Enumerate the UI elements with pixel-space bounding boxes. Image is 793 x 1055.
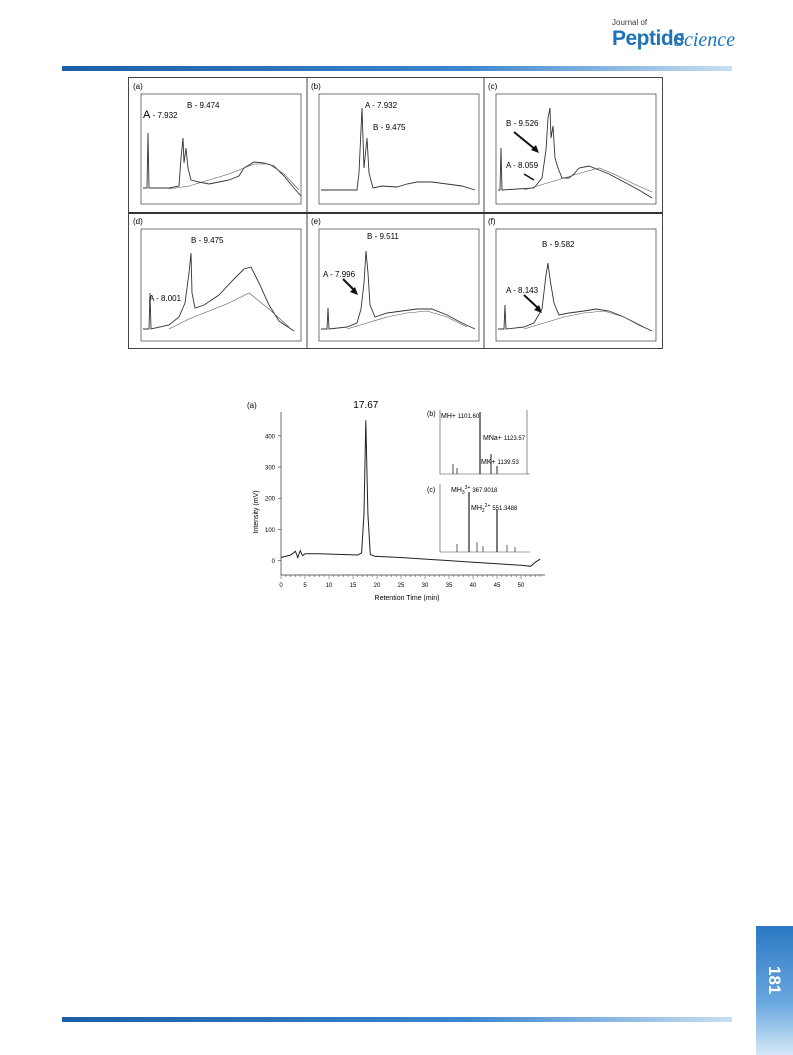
inset-label: (c) (427, 487, 436, 494)
peak-a-label: A - 8.143 (506, 286, 539, 295)
chromatogram-trace (321, 251, 475, 329)
y-ticks (265, 434, 281, 565)
panel-label: (c) (488, 82, 498, 91)
x-ticks (279, 575, 540, 589)
ms-annotation-mh3: $MH_3^{3+}$ 367.9018 (451, 485, 498, 496)
inset-c-ms-spectrum (427, 484, 530, 552)
peak-a-label: A - 8.059 (506, 161, 539, 170)
arrow-indicator (514, 132, 536, 150)
chromatogram-trace (281, 420, 540, 566)
x-tick-label: 20 (373, 583, 381, 589)
plot-frame (496, 229, 656, 341)
peak-b-label: B - 9.511 (367, 232, 399, 241)
peak-b-label: B - 9.526 (506, 119, 539, 128)
peak-a-label: A - 7.932 (143, 109, 178, 121)
x-tick-label: 30 (421, 583, 429, 589)
plot-frame (141, 229, 301, 341)
peak-b-label: B - 9.582 (542, 240, 575, 249)
baseline-trace (347, 311, 467, 329)
x-tick-label: 35 (445, 583, 453, 589)
panel-c (488, 82, 656, 204)
inset-label: (b) (427, 411, 436, 418)
journal-logo (612, 18, 737, 52)
baseline-trace (524, 311, 644, 329)
ms-annotation-mh: MH+ 1101.60 (441, 413, 480, 420)
chromatogram-trace (143, 253, 294, 331)
plot-frame (319, 229, 479, 341)
journal-logo-name: Peptide (612, 27, 685, 50)
chart-panel-label: (a) (247, 401, 257, 410)
peak-b-label: B - 9.474 (187, 101, 220, 110)
baseline-trace (169, 293, 289, 329)
peak-retention-label: 17.67 (353, 400, 379, 411)
peak-b-label: B - 9.475 (373, 123, 406, 132)
y-tick-label: 200 (264, 496, 275, 503)
x-tick-label: 0 (279, 583, 283, 589)
page-number: 181 (765, 966, 784, 995)
peak-a-label: A - 8.001 (149, 294, 182, 303)
x-tick-label: 10 (325, 583, 333, 589)
plot-frame (496, 94, 656, 204)
x-tick-label: 45 (493, 583, 501, 589)
journal-logo-science: Science (674, 29, 736, 51)
chromatogram-trace (498, 263, 652, 331)
hplc-panels-svg (129, 78, 662, 348)
x-tick-label: 25 (397, 583, 405, 589)
panel-label: (f) (488, 217, 496, 226)
x-tick-label: 40 (469, 583, 477, 589)
panel-label: (e) (311, 217, 321, 226)
panel-e (311, 217, 479, 341)
footer-rule (62, 1017, 732, 1022)
peak-a-label: A - 7.996 (323, 270, 356, 279)
ms-annotation-mna: MNa+ 1123.57 (483, 435, 526, 442)
chromatogram-trace (143, 133, 301, 196)
ms-annotation-mh2: $MH_2^{2+}$ 551.3488 (471, 503, 518, 514)
y-axis-label: Intensity (mV) (253, 490, 260, 534)
panel-d (133, 217, 301, 341)
x-tick-label: 15 (349, 583, 357, 589)
panel-a (133, 82, 301, 204)
arrow-indicator (524, 295, 539, 309)
x-tick-label: 50 (517, 583, 525, 589)
y-tick-label: 100 (264, 527, 275, 534)
panel-b (311, 82, 479, 204)
figure-hplc-panels (128, 77, 663, 349)
peak-a-label: A - 7.932 (365, 101, 398, 110)
x-axis-label: Retention Time (min) (374, 595, 440, 602)
panel-label: (b) (311, 82, 321, 91)
peak-b-label: B - 9.475 (191, 236, 224, 245)
chromatogram-trace (321, 108, 475, 190)
x-tick-label: 5 (303, 583, 307, 589)
figure-chromatogram-ms (245, 392, 555, 604)
panel-f (488, 217, 656, 341)
chromatogram-chart (245, 392, 555, 604)
baseline-trace (169, 164, 299, 190)
y-tick-label: 300 (264, 465, 275, 472)
journal-logo-prefix: Journal of (612, 18, 648, 27)
inset-b-ms-spectrum (427, 410, 530, 474)
panel-label: (a) (133, 82, 143, 91)
y-tick-label: 400 (264, 434, 275, 441)
page-number-tab (756, 926, 793, 1055)
header-rule (62, 66, 732, 71)
plot-frame (319, 94, 479, 204)
y-tick-label: 0 (271, 559, 275, 566)
ms-annotation-mk: MK+ 1139.53 (481, 459, 519, 466)
arrow-indicator (524, 174, 534, 180)
panel-label: (d) (133, 217, 143, 226)
